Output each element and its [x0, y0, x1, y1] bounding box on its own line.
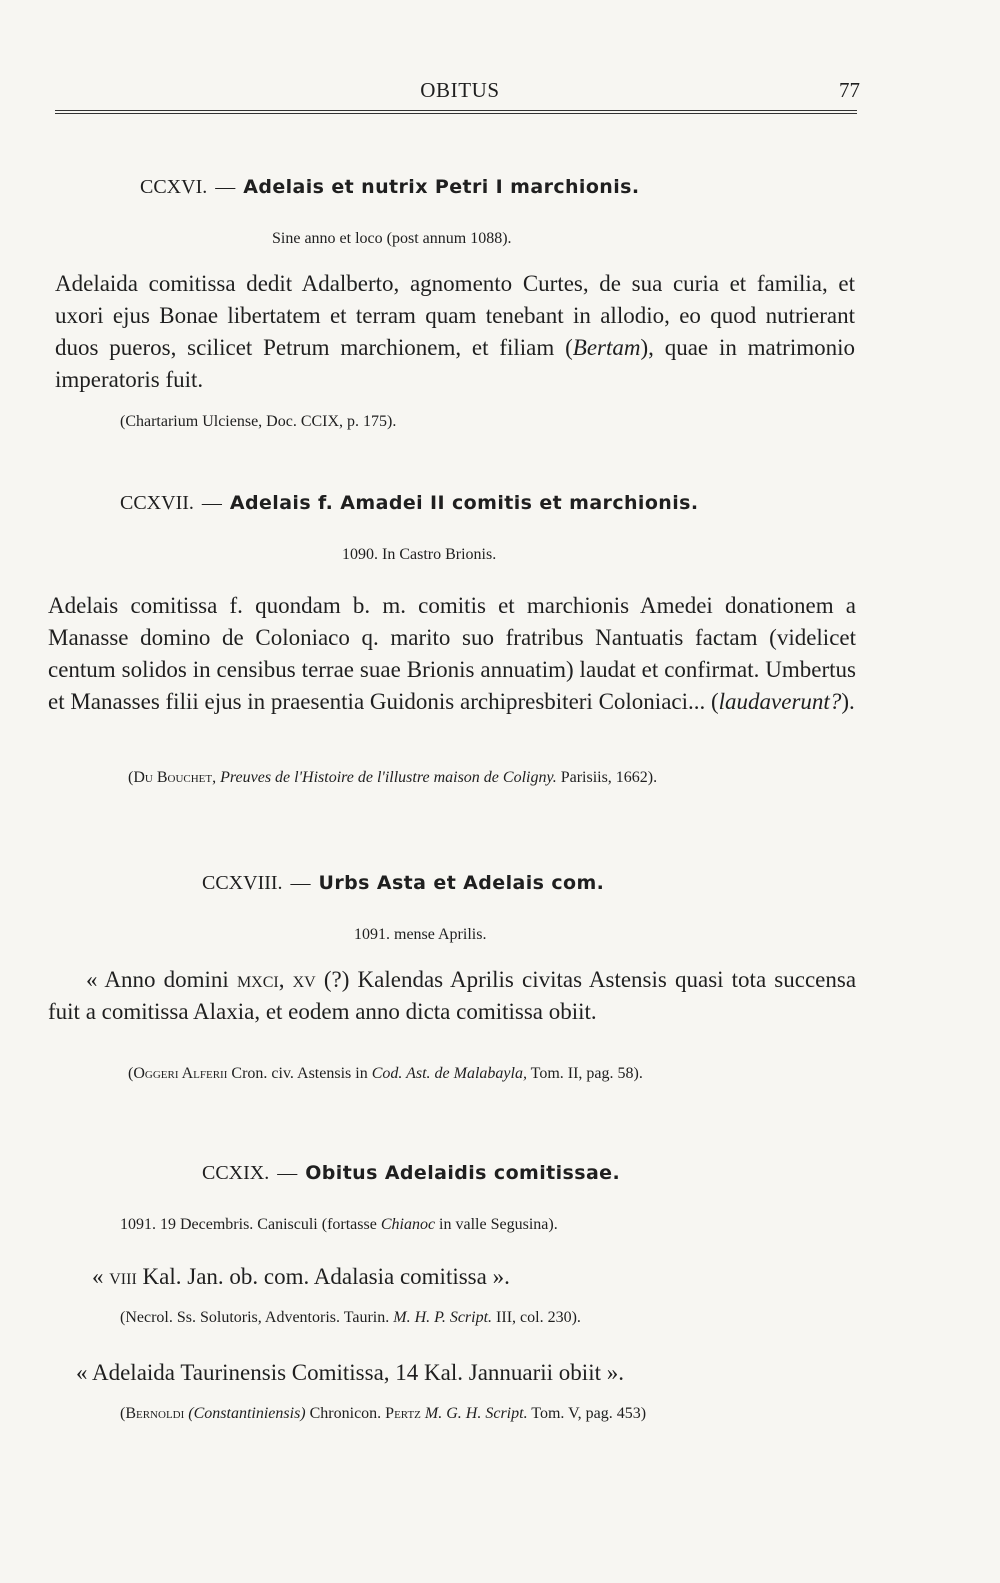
entry-body	[48, 964, 856, 1028]
entry-body	[55, 268, 855, 396]
body-text-end: ), quae in matrimonio imperatoris fuit.	[55, 335, 855, 392]
citation-end: Parisiis, 1662).	[560, 769, 658, 786]
citation-end: III, col. 230).	[496, 1309, 581, 1326]
entry-heading-ccxix	[202, 1162, 620, 1185]
body-italic: laudaverunt?	[718, 689, 842, 714]
necrology-citation	[120, 1306, 581, 1329]
body-text-end: (?) Kalendas Aprilis civitas Astensis quasi tota succensa fuit a comitissa Alaxia, et eodem anno dicta comitissa obiit.	[48, 967, 857, 1024]
body-text: Adelaida comitissa dedit Adalberto, agnomento Curtes, de sua curia et familia, et uxori ejus Bonae libertatem et terram quam tenebant in allodio, eo quod nutrierant duos pueros, scilicet Petrum marchionem, et filiam (	[55, 271, 855, 360]
body-italic: Bertam	[572, 335, 641, 360]
citation-text: Cron. civ. Astensis in	[231, 1065, 368, 1082]
citation-end: Tom. V, pag. 453)	[531, 1405, 647, 1422]
entry-body	[48, 590, 856, 718]
entry-citation: (Chartarium Ulciense, Doc. CCIX, p. 175).	[120, 413, 397, 430]
entry-title: Adelais et nutrix Petri I marchionis.	[243, 176, 640, 198]
entry-dateline: Sine anno et loco (post annum 1088).	[272, 230, 512, 247]
entry-dash: —	[201, 492, 222, 514]
entry-title: Adelais f. Amadei II comitis et marchionis.	[229, 492, 699, 514]
entry-numeral: CCXVII.	[120, 492, 194, 514]
citation-work: Preuves de l'Histoire de l'illustre maison de Coligny.	[220, 769, 557, 786]
dateline-text-end: in valle Segusina).	[439, 1216, 558, 1233]
citation-author: (Du Bouchet,	[128, 769, 217, 786]
citation-work: Cod. Ast. de Malabayla,	[371, 1065, 527, 1082]
entry-numeral: CCXVI.	[140, 176, 208, 198]
chronicle-citation	[48, 1402, 856, 1425]
entry-dash: —	[277, 1162, 298, 1184]
quote-open: «	[92, 1264, 104, 1289]
entry-dash: —	[290, 872, 311, 894]
header-rule	[55, 110, 857, 114]
quote-roman-numeral: viii	[109, 1264, 137, 1289]
citation-text: (Necrol. Ss. Solutoris, Adventoris. Taurin.	[120, 1309, 390, 1326]
entry-heading-ccxvii	[120, 492, 698, 515]
entry-citation	[88, 766, 856, 789]
dateline-italic: Chianoc	[380, 1216, 436, 1233]
citation-text: Chronicon.	[309, 1405, 382, 1422]
citation-author: Oggeri Alferii	[133, 1065, 228, 1082]
body-text: Adelais comitissa f. quondam b. m. comitis et marchionis Amedei donationem a Manasse domino de Coloniaco q. marito suo fratribus Nantuatis factam (videlicet centum solidos in censibus terrae suae Brionis annuatim) laudat et confirmat. Umbertus et Manasses filii ejus in praesentia Guidonis archipresbiteri Coloniaci... (	[48, 593, 856, 714]
necrology-quote	[92, 1264, 510, 1290]
entry-dateline: 1090. In Castro Brionis.	[342, 546, 497, 563]
entry-dash: —	[215, 176, 236, 198]
page-number: 77	[839, 78, 860, 102]
entry-dateline	[120, 1216, 558, 1234]
citation-editor: Pertz	[385, 1405, 421, 1422]
entry-title: Urbs Asta et Adelais com.	[318, 872, 605, 894]
running-title: OBITUS	[420, 78, 500, 102]
body-text: « Anno domini	[86, 967, 229, 992]
entry-numeral: CCXVIII.	[202, 872, 283, 894]
quote-text: Kal. Jan. ob. com. Adalasia comitissa ».	[142, 1264, 510, 1289]
citation-end: Tom. II, pag. 58).	[530, 1065, 643, 1082]
citation-work: M. H. P. Script.	[393, 1309, 493, 1326]
citation-work: (Constantiniensis)	[188, 1405, 306, 1422]
running-head	[60, 78, 860, 108]
citation-author: (Bernoldi	[120, 1405, 185, 1422]
entry-dateline: 1091. mense Aprilis.	[354, 926, 487, 943]
entry-heading-ccxvi	[140, 176, 639, 199]
entry-heading-ccxviii	[202, 872, 604, 895]
body-text-end: ).	[841, 689, 855, 714]
entry-citation	[88, 1062, 856, 1085]
citation-open: (	[128, 1065, 134, 1082]
entry-title: Obitus Adelaidis comitissae.	[305, 1162, 621, 1184]
entry-numeral: CCXIX.	[202, 1162, 270, 1184]
body-roman-numeral: mxci, xv	[236, 967, 316, 992]
chronicle-quote: « Adelaida Taurinensis Comitissa, 14 Kal. Jannuarii obiit ».	[76, 1360, 624, 1385]
citation-series: M. G. H. Script.	[424, 1405, 528, 1422]
dateline-text: 1091. 19 Decembris. Canisculi (fortasse	[120, 1216, 377, 1233]
